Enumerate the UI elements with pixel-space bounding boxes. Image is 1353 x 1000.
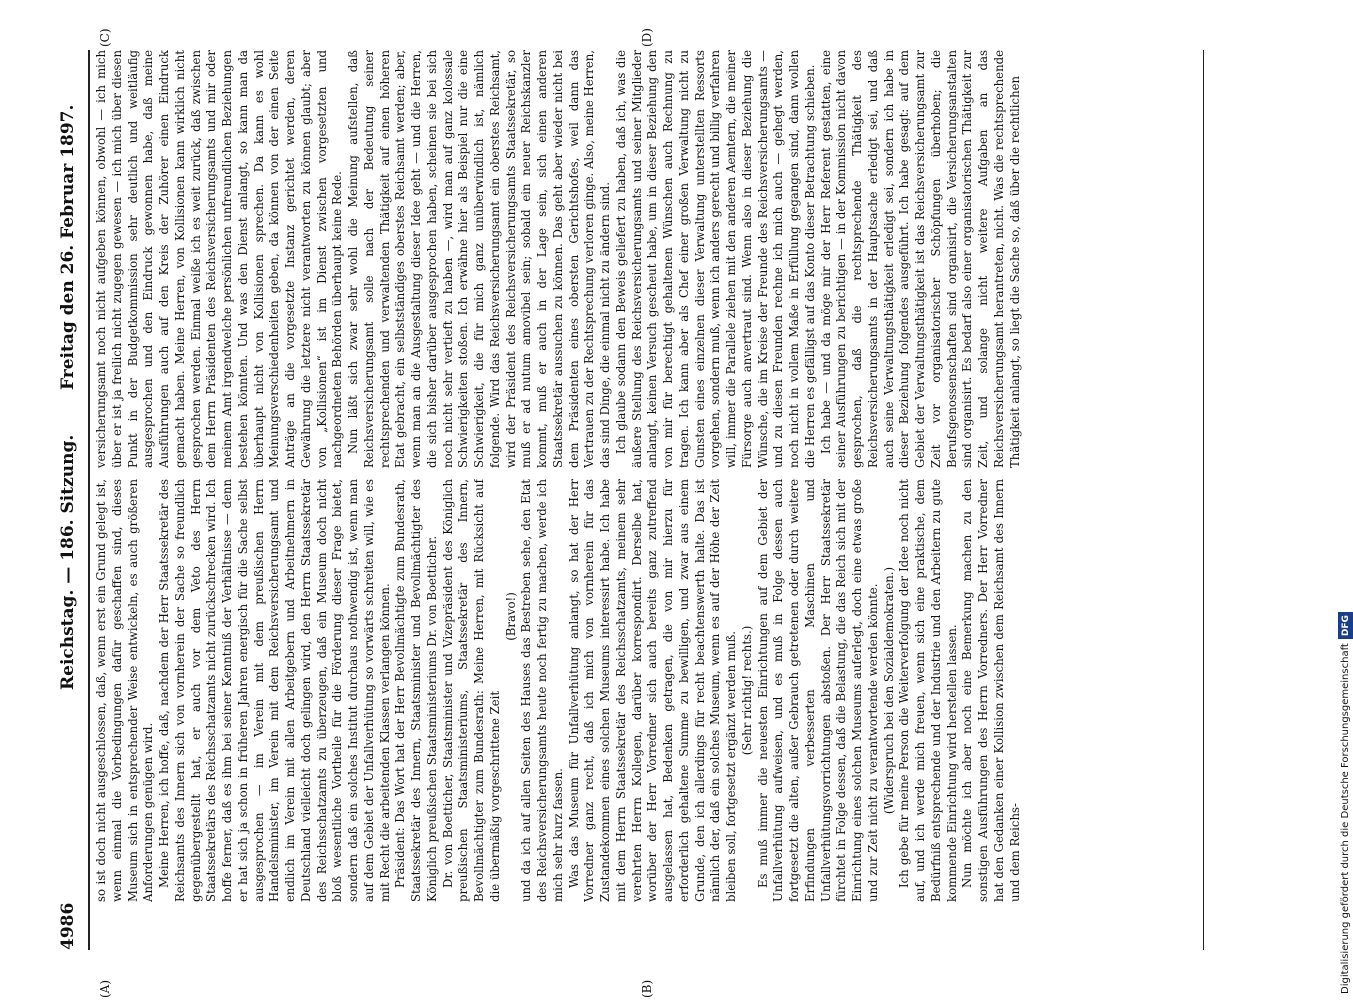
margin-marker-d: (D) bbox=[640, 28, 654, 47]
margin-marker-a: (A) bbox=[98, 979, 112, 998]
paragraph: und da ich auf allen Seiten des Hauses das Bestreben sehe, den Etat des Reichsversicherungsamts heute noch fertig zu machen, werde ich mich sehr kurz fassen. bbox=[519, 479, 565, 902]
paragraph: Es muß immer die neuesten Einrichtungen auf dem Gebiet der Unfallverhütung aufweisen, und es muß in Folge dessen auch fortgesetzt die alten, außer Gebrauch getretenen oder durch weitere Erfindungen verbesserten Maschinen und Unfallverhütungsvorrichtungen abstoßen. Der Herr Staatssekretär fürchtet in Folge dessen, daß die Belastung, die das Reich sich mit der Einrichtung eines solchen Museums auferlegt, doch eine etwas große und zur Zeit nicht zu verantwortende werden könnte. bbox=[755, 479, 880, 902]
paragraph: Präsident: Das Wort hat der Herr Bevollmächtigte zum Bundesrath, Staatssekretär des Innern, Staatsminister und Bevollmächtigter des Königlich preußischen Staatsministeriums Dr. von Boetticher. bbox=[393, 479, 439, 902]
page-number: 4986 bbox=[58, 902, 78, 950]
interjection: (Sehr richtig! rechts.) bbox=[739, 625, 754, 756]
paragraph: so ist doch nicht ausgeschlossen, daß, wenn erst ein Grund gelegt ist, wenn einmal die Vorbedingungen dafür geschaffen sind, dieses Museum sich in entsprechender Weise entwickeln, es auch größeren Anforderungen genügen wird. bbox=[94, 479, 156, 902]
column-divider-rule bbox=[1203, 50, 1204, 950]
digitization-notice bbox=[1338, 0, 1353, 994]
dfg-logo: DFG bbox=[1338, 612, 1353, 639]
paragraph: Was das Museum für Unfallverhütung anlangt, so hat der Herr Vorredner ganz recht, daß ich mich von vornherein für das Zustandekommen eines solchen Museums interessirt habe. Ich habe mit dem Herrn Staatssekretär des Reichsschatzamts, meinem sehr verehrten Herrn Kollegen, darüber korrespondirt. Derselbe hat, worüber der Herr Vorredner sich auch bereits ganz zutreffend ausgelassen hat, Bedenken getragen, die von mir hierzu für erforderlich gehaltene Summe zu bewilligen, und zwar aus einem Grunde, den ich allerdings für recht beachtenswerth halte. Das ist nämlich der, daß ein solches Museum, wenn es auf der Höhe der Zeit bleiben soll, fortgesetzt ergänzt werden muß. bbox=[566, 479, 738, 902]
paragraph: Nun läßt sich zwar sehr wohl die Meinung aufstellen, daß Reichsversicherungsamt solle nach der Bedeutung seiner rechtsprechenden und verwaltenden Thätigkeit auf einen höheren Etat gebracht, ein selbstständiges oberstes Reichsamt werden; aber, wenn man an die Ausgestaltung dieser Idee geht — und die Herren, die sich bisher darüber ausgesprochen haben, scheinen sie bei sich noch nicht sehr vertieft zu haben —, wird man auf ganz kolossale Schwierigkeiten stoßen. Ich erwähne hier als Beispiel nur die eine Schwierigkeit, die für mich ganz unüberwindlich ist, nämlich folgende. Wird das Reichsversicherungsamt ein oberstes Reichsamt, wird der Präsident des Reichsversicherungsamts Staatssekretär, so muß er ad nutum amovibel sein; sobald ein neuer Reichskanzler kommt, muß er auch in der Lage sein, sich einen anderen Staatssekretär aussuchen zu können. Das geht aber wieder nicht bei dem Präsidenten eines obersten Gerichtshofes, weil dann das Vertrauen zu der Rechtsprechung verloren ginge. Also, meine Herren, das sind Dinge, die einmal nicht zu ändern sind. bbox=[346, 50, 612, 468]
paragraph: Ich glaube sodann den Beweis geliefert zu haben, daß ich, was die äußere Stellung des Reichsversicherungsamts und seiner Mitglieder anlangt, keinen Versuch gescheut habe, um in dieser Beziehung den von mir für berechtigt gehaltenen Wünschen auch Rechnung zu tragen. Ich kann aber als Chef einer großen Verwaltung nicht zu Gunsten eines einzelnen dieser Verwaltung unterstellten Ressorts vorgehen, sondern muß, wenn ich anders gerecht und billig verfahren will, immer die Parallele ziehen mit den anderen Aemtern, die meiner Fürsorge auch anvertraut sind. Wenn also in dieser Beziehung die Wünsche, die im Kreise der Freunde des Reichsversicherungsamts — und zu diesen Freunden rechne ich mich auch — gehegt werden, noch nicht in vollem Maße in Erfüllung gegangen sind, dann wollen die Herren es gefälligst auf das Konto dieser Betrachtung schieben. bbox=[613, 50, 817, 468]
left-text-column bbox=[94, 479, 1197, 902]
header-rule bbox=[88, 50, 90, 950]
margin-marker-c: (C) bbox=[98, 28, 112, 47]
session-date: Freitag den 26. Februar 1897. bbox=[58, 104, 78, 390]
paragraph: Ich habe — und da möge mir der Herr Referent gestatten, eine seiner Ausführungen zu berichtigen — in der Kommission nicht davon gesprochen, daß die rechtsprechende Thätigkeit des Reichsversicherungsamts in der Hauptsache erledigt sei, und daß auch seine Verwaltungsthätigkeit erledigt sei, sondern ich habe in dieser Beziehung folgendes ausgeführt. Ich habe gesagt: auf dem Gebiet der Verwaltungsthätigkeit ist das Reichsversicherungsamt zur Zeit vor organisatorischer Schöpfungen überhoben; die Berufsgenossenschaften sind organisirt, die Versicherungsanstalten sind organisirt. Es bedarf also einer organisatorischen Thätigkeit zur Zeit, und solange nicht weitere Aufgaben an das Reichsversicherungsamt herantreten, nicht. Was die rechtsprechende Thätigkeit anlangt, so liegt die Sache so, daß über die rechtlichen bbox=[818, 50, 1022, 468]
margin-marker-b: (B) bbox=[640, 979, 654, 998]
paragraph: Dr. von Boetticher, Staatsminister und Vizepräsident des Königlich preußischen Staatsministeriums, Staatssekretär des Innern, Bevollmächtigter zum Bundesrath: Meine Herren, mit Rücksicht auf die übermäßig vorgeschrittene Zeit bbox=[440, 479, 502, 902]
right-text-column bbox=[94, 50, 1197, 468]
digitization-notice-text: Digitalisierung gefördert durch die Deutsche Forschungsgemeinschaft bbox=[1340, 643, 1351, 994]
paragraph: Meine Herren, ich hoffe, daß, nachdem der Herr Staatssekretär des Reichsamts des Innern sich von vornherein der Sache so freundlich gegenübergestellt hat, er auch vor dem Veto des Herrn Staatssekretärs des Reichsschatzamts nicht zurückschrecken wird. Ich hoffe ferner, daß es ihm bei seiner Kenntniß der Verhältnisse — denn er hat sich ja schon in früheren Jahren energisch für die Sache selbst ausgesprochen — im Verein mit dem preußischen Herrn Handelsminister, im Verein mit dem Reichsversicherungsamt und endlich im Verein mit allen Arbeitgebern und Arbeitnehmern in Deutschland vielleicht doch gelingen wird, den Herrn Staatssekretär des Reichsschatzamts zu überzeugen, daß ein Museum doch nicht bloß wesentliche Vortheile für die Förderung dieser Frage bietet, sondern daß ein solches Institut durchaus nothwendig ist, wenn man auf dem Gebiet der Unfallverhütung so vorwärts schreiten will, wie es mit Recht die arbeitenden Klassen verlangen können. bbox=[157, 479, 392, 902]
page-header bbox=[58, 50, 88, 950]
paragraph: versicherungsamt noch nicht aufgeben können, obwohl — ich mich über er ist ja freilich nicht zugegen gewesen — ich mich über diesen Punkt in der Budgetkommission sehr deutlich und weitläufig ausgesprochen und den Eindruck gewonnen habe, daß meine Ausführungen auch auf den Kreis der Zuhörer einen Eindruck gemacht haben. Meine Herren, von Kollisionen kann wirklich nicht gesprochen werden. Einmal weiße ich es weit zurück, daß zwischen dem Herrn Präsidenten des Reichsversicherungsamts und mir oder meinem Amt irgendwelche persönlichen unfreundlichen Beziehungen bestehen könnten. Und was den Dienst anlangt, so kann man da überhaupt nicht von Kollisionen sprechen. Da kann es wohl Meinungsverschiedenheiten geben, da können von der einen Seite Anträge an die vorgesetzte Instanz gerichtet werden, deren Gewährung die letztere nicht verantworten zu können glaubt; aber von „Kollisionen“ ist im Dienst zwischen vorgesetzten und nachgeordneten Behörden überhaupt keine Rede. bbox=[94, 50, 345, 468]
paragraph: Ich gebe für meine Person die Weiterverfolgung der Idee noch nicht auf, und ich werde mich freuen, wenn sich eine praktische, dem Bedürfniß entsprechende und der Industrie und den Arbeitern zu gute kommende Einrichtung wird herstellen lassen. bbox=[897, 479, 959, 902]
interjection: (Bravo!) bbox=[503, 592, 518, 641]
paragraph: Nun möchte ich aber noch eine Bemerkung machen zu den sonstigen Ausführungen des Herrn Vorredners. Der Herr Vorredner hat den Gedanken einer Kollision zwischen dem Reichsamt des Innern und dem Reichs- bbox=[960, 479, 1022, 902]
session-title: Reichstag. — 186. Sitzung. bbox=[58, 434, 78, 690]
interjection: (Widerspruch bei den Sozialdemokraten.) bbox=[881, 566, 896, 815]
